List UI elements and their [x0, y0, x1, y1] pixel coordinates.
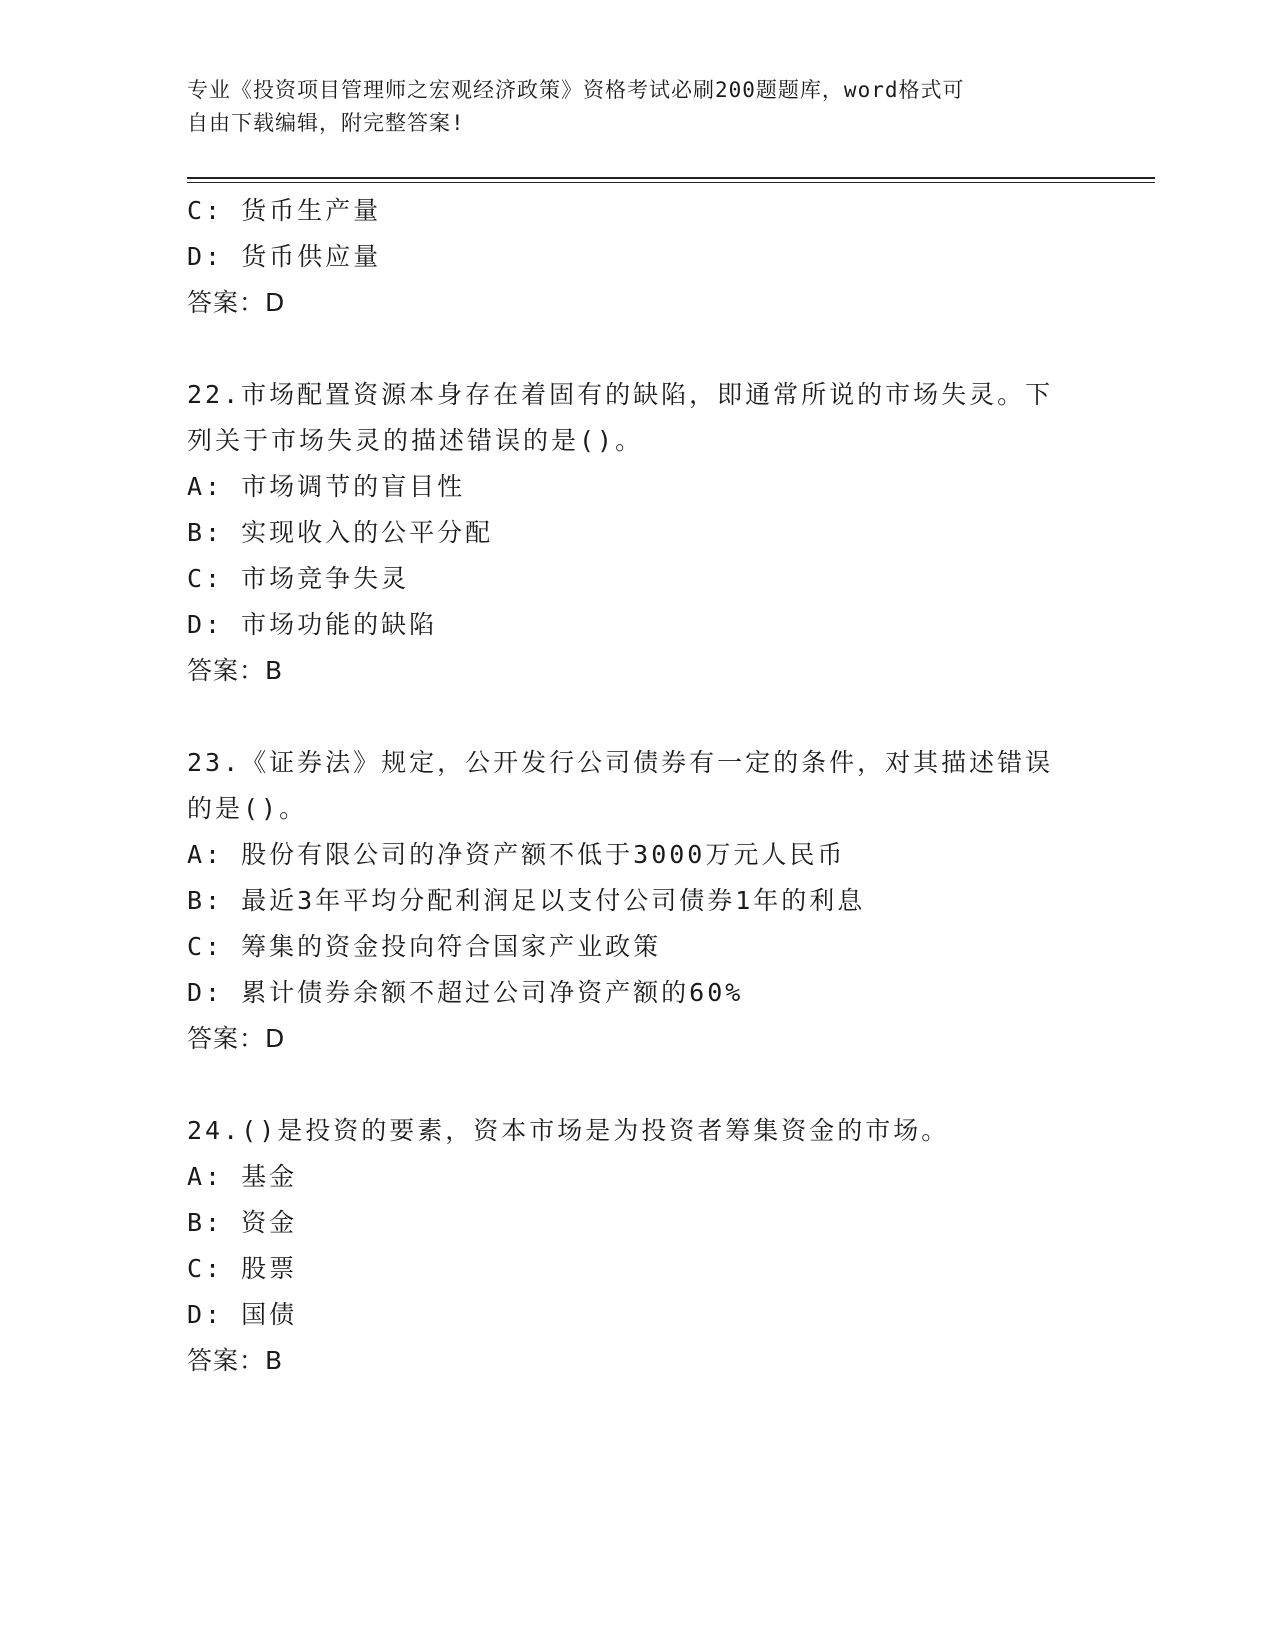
- question-stem-line-1: 24.()是投资的要素，资本市场是为投资者筹集资金的市场。: [187, 1116, 950, 1145]
- question-list: [187, 188, 1087, 1384]
- option-c: C: 货币生产量: [187, 196, 382, 225]
- question-21: [187, 188, 1087, 326]
- option-c: C: 股票: [187, 1254, 298, 1283]
- question-23: [187, 740, 1087, 1062]
- header-divider-thin: [187, 182, 1155, 183]
- question-stem-line-1: 22.市场配置资源本身存在着固有的缺陷，即通常所说的市场失灵。下: [187, 380, 1054, 409]
- spacer: [187, 1062, 1087, 1108]
- option-b: B: 最近3年平均分配利润足以支付公司债券1年的利息: [187, 886, 866, 915]
- page-header: [187, 74, 1067, 140]
- option-d: D: 货币供应量: [187, 242, 382, 271]
- answer-label: 答案：D: [187, 1024, 286, 1053]
- spacer: [187, 694, 1087, 740]
- answer-label: 答案：B: [187, 1346, 284, 1375]
- option-d: D: 国债: [187, 1300, 298, 1329]
- option-b: B: 资金: [187, 1208, 298, 1237]
- answer-label: 答案：D: [187, 288, 286, 317]
- option-d: D: 市场功能的缺陷: [187, 610, 438, 639]
- option-a: A: 市场调节的盲目性: [187, 472, 466, 501]
- question-stem-line-2: 的是()。: [187, 794, 308, 823]
- question-22: [187, 372, 1087, 694]
- header-title-line-2: 自由下载编辑，附完整答案!: [187, 111, 465, 135]
- option-b: B: 实现收入的公平分配: [187, 518, 494, 547]
- header-title-line-1: 专业《投资项目管理师之宏观经济政策》资格考试必刷200题题库，word格式可: [187, 78, 965, 102]
- header-divider-thick: [187, 177, 1155, 179]
- question-stem-line-1: 23.《证券法》规定，公开发行公司债券有一定的条件，对其描述错误: [187, 748, 1054, 777]
- option-a: A: 股份有限公司的净资产额不低于3000万元人民币: [187, 840, 846, 869]
- question-24: [187, 1108, 1087, 1384]
- answer-label: 答案：B: [187, 656, 284, 685]
- option-c: C: 市场竞争失灵: [187, 564, 410, 593]
- option-a: A: 基金: [187, 1162, 298, 1191]
- question-stem-line-2: 列关于市场失灵的描述错误的是()。: [187, 426, 644, 455]
- option-c: C: 筹集的资金投向符合国家产业政策: [187, 932, 662, 961]
- spacer: [187, 326, 1087, 372]
- option-d: D: 累计债券余额不超过公司净资产额的60%: [187, 978, 744, 1007]
